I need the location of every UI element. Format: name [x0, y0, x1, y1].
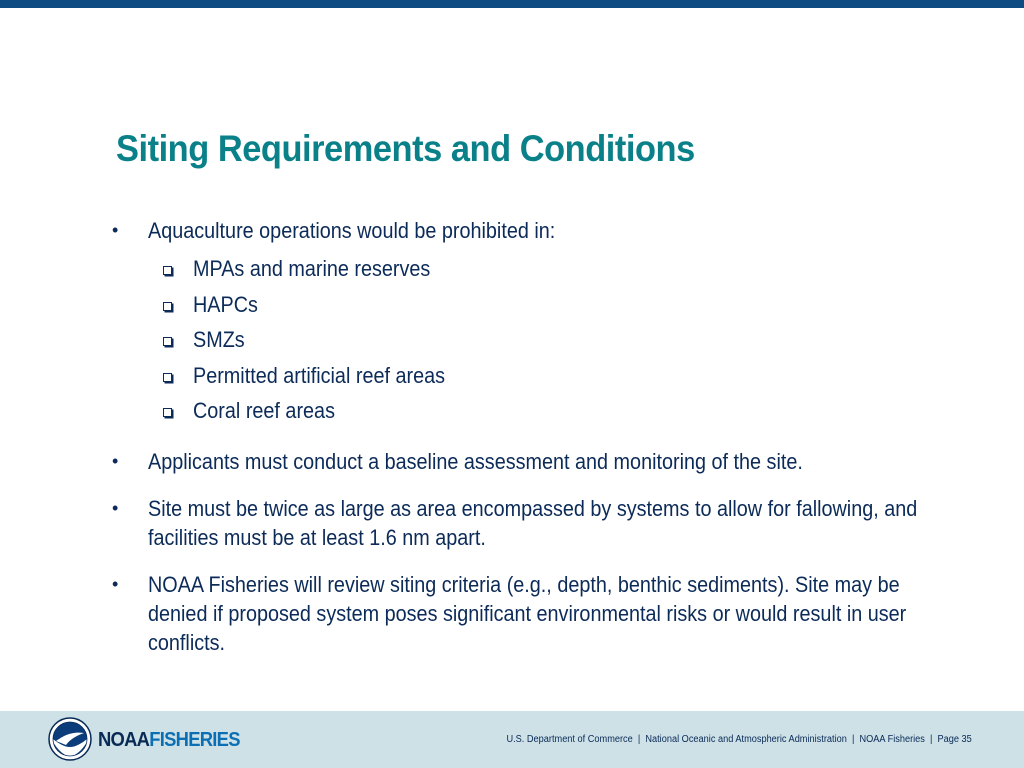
square-bullet-icon — [163, 373, 172, 382]
bullet-dot-icon: • — [112, 220, 119, 240]
square-bullet-icon — [163, 408, 172, 417]
sub-bullet-text: HAPCs — [193, 291, 258, 317]
sub-bullet-item — [148, 287, 936, 323]
brand-noaa: NOAA — [98, 729, 150, 751]
bullet-dot-icon: • — [112, 573, 119, 594]
bullet-text: Site must be twice as large as area encompassed by systems to allow for fallowing, and facilities must be at least 1.6 nm apart. — [148, 495, 918, 550]
footer-credits: U.S. Department of Commerce | National Oceanic and Atmospheric Administration | NOAA Fisheries | Page 35 — [506, 734, 972, 745]
bullet-text: NOAA Fisheries will review siting criteria (e.g., depth, benthic sediments). Site may be denied if proposed system poses significant environmental risks or would result in user conflicts. — [148, 571, 907, 655]
sub-bullet-text: SMZs — [193, 327, 245, 352]
sub-bullet-item — [148, 393, 936, 429]
square-bullet-icon — [163, 337, 172, 346]
top-accent-bar — [0, 0, 1024, 8]
bullet-dot-icon: • — [112, 497, 119, 518]
slide-title: Siting Requirements and Conditions — [116, 128, 695, 169]
sub-bullet-text: MPAs and marine reserves — [193, 256, 431, 281]
square-bullet-icon — [163, 302, 172, 311]
brand-fisheries: FISHERIES — [149, 729, 240, 751]
sub-bullet-list — [148, 251, 936, 429]
bullet-item — [106, 447, 936, 476]
noaa-logo-icon — [48, 717, 92, 761]
sub-bullet-text: Coral reef areas — [193, 398, 335, 423]
bullet-dot-icon: • — [112, 450, 119, 471]
square-bullet-icon — [163, 266, 172, 275]
bullet-text: Applicants must conduct a baseline assessment and monitoring of the site. — [148, 448, 803, 474]
noaa-fisheries-wordmark — [98, 729, 240, 752]
sub-bullet-item — [148, 251, 936, 287]
bullet-item — [106, 216, 936, 429]
sub-bullet-item — [148, 322, 936, 358]
bullet-text: Aquaculture operations would be prohibited in: — [148, 218, 556, 243]
slide-content — [106, 216, 936, 657]
bullet-item — [106, 570, 936, 657]
sub-bullet-item — [148, 358, 936, 394]
sub-bullet-text: Permitted artificial reef areas — [193, 362, 445, 388]
bullet-item — [106, 494, 936, 552]
